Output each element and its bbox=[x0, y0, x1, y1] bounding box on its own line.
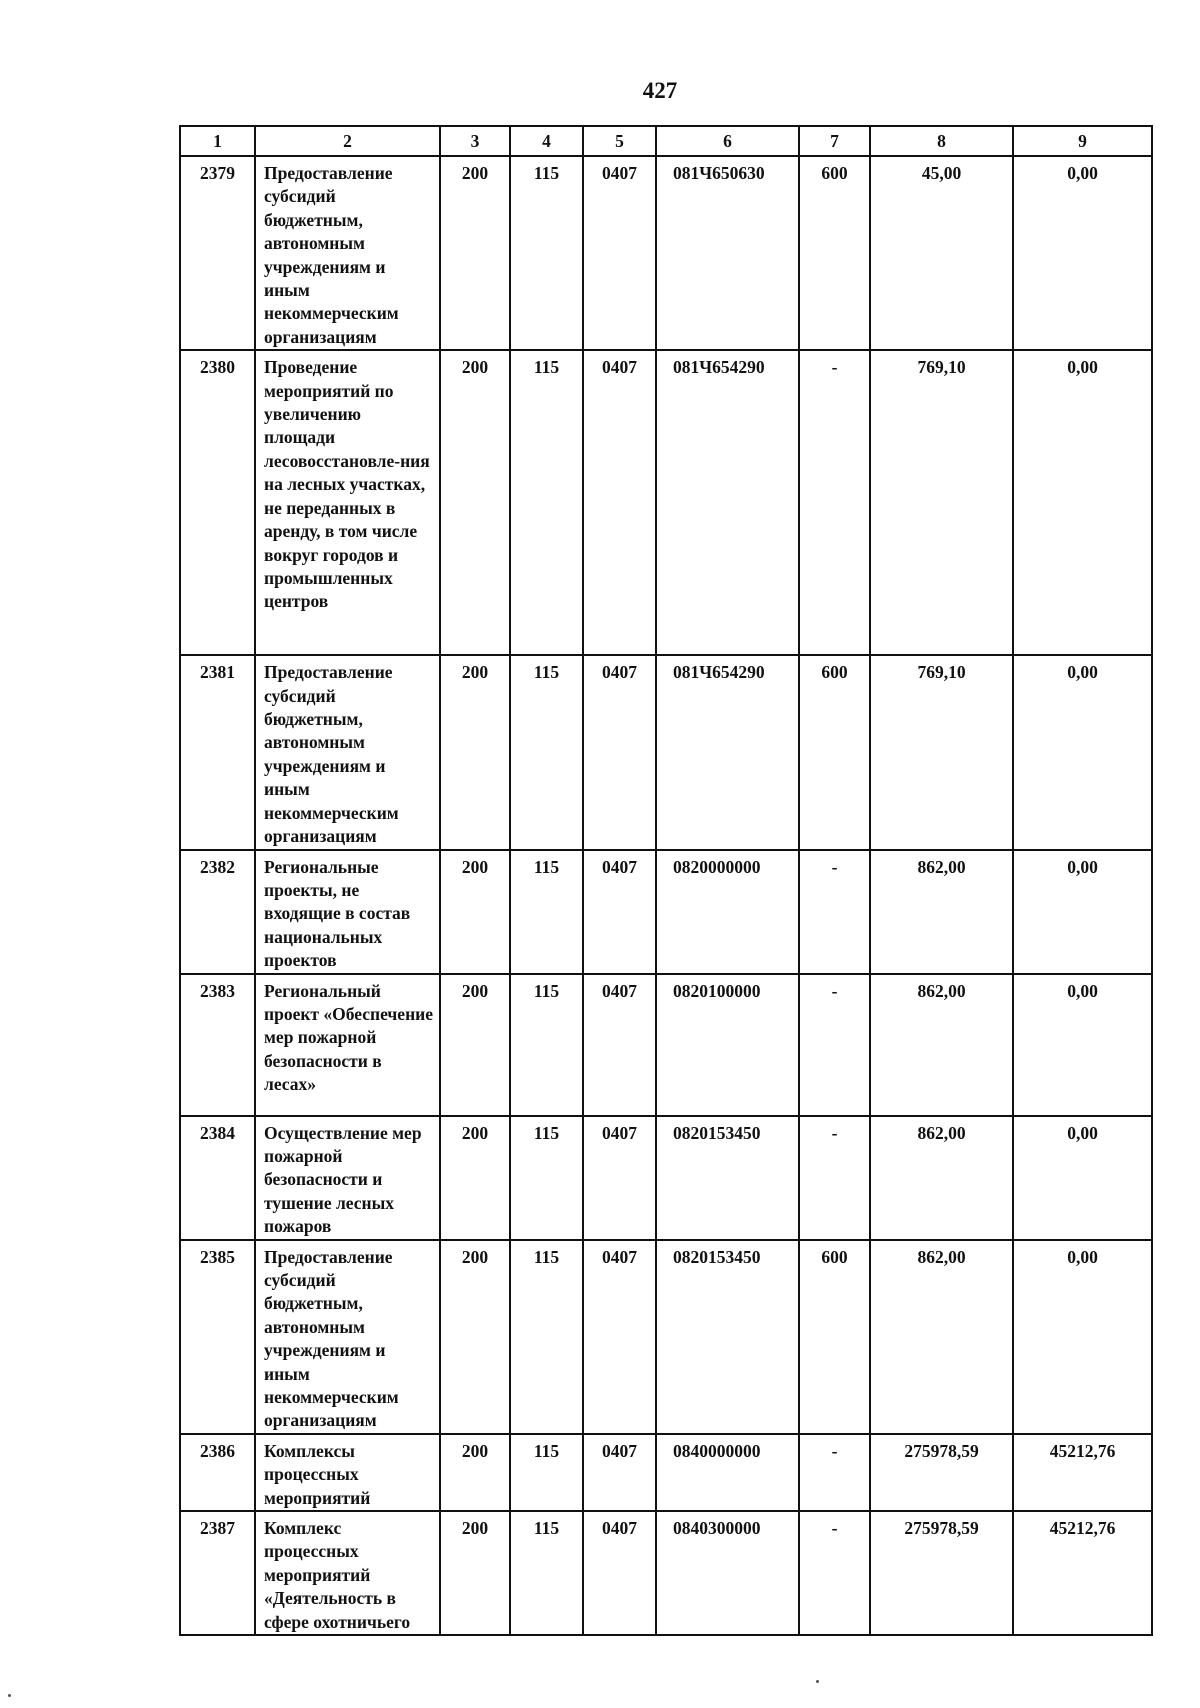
cell-col7: 600 bbox=[799, 655, 870, 849]
cell-col3: 200 bbox=[440, 974, 510, 1116]
column-header: 7 bbox=[799, 126, 870, 156]
table-row bbox=[180, 1511, 1152, 1635]
cell-col7: 600 bbox=[799, 156, 870, 350]
cell-col4: 115 bbox=[510, 1511, 583, 1635]
budget-table bbox=[179, 125, 1153, 1636]
cell-col4: 115 bbox=[510, 655, 583, 849]
column-header: 8 bbox=[870, 126, 1013, 156]
row-number: 2385 bbox=[180, 1240, 255, 1434]
cell-col3: 200 bbox=[440, 1511, 510, 1635]
cell-col6: 0840300000 bbox=[656, 1511, 799, 1635]
table-row bbox=[180, 350, 1152, 655]
cell-col3: 200 bbox=[440, 350, 510, 655]
row-name: Комплексы процессных мероприятий bbox=[255, 1434, 440, 1511]
row-number: 2379 bbox=[180, 156, 255, 350]
table-row bbox=[180, 850, 1152, 974]
cell-col6: 081Ч654290 bbox=[656, 350, 799, 655]
row-name: Комплекс процессных мероприятий «Деятельность в сфере охотничьего bbox=[255, 1511, 440, 1635]
cell-col9: 0,00 bbox=[1013, 156, 1152, 350]
cell-col3: 200 bbox=[440, 156, 510, 350]
cell-col9: 0,00 bbox=[1013, 974, 1152, 1116]
cell-col5: 0407 bbox=[583, 850, 656, 974]
cell-col3: 200 bbox=[440, 1434, 510, 1511]
column-header: 2 bbox=[255, 126, 440, 156]
cell-col3: 200 bbox=[440, 850, 510, 974]
row-name: Региональные проекты, не входящие в состав национальных проектов bbox=[255, 850, 440, 974]
cell-col8: 769,10 bbox=[870, 655, 1013, 849]
row-number: 2383 bbox=[180, 974, 255, 1116]
row-number: 2381 bbox=[180, 655, 255, 849]
cell-col4: 115 bbox=[510, 850, 583, 974]
column-header: 1 bbox=[180, 126, 255, 156]
cell-col7: 600 bbox=[799, 1240, 870, 1434]
row-number: 2387 bbox=[180, 1511, 255, 1635]
table-row bbox=[180, 974, 1152, 1116]
cell-col4: 115 bbox=[510, 974, 583, 1116]
cell-col3: 200 bbox=[440, 655, 510, 849]
cell-col9: 0,00 bbox=[1013, 850, 1152, 974]
column-header: 6 bbox=[656, 126, 799, 156]
cell-col8: 862,00 bbox=[870, 850, 1013, 974]
cell-col7: - bbox=[799, 850, 870, 974]
cell-col8: 275978,59 bbox=[870, 1511, 1013, 1635]
cell-col5: 0407 bbox=[583, 350, 656, 655]
cell-col3: 200 bbox=[440, 1240, 510, 1434]
cell-col4: 115 bbox=[510, 1240, 583, 1434]
cell-col7: - bbox=[799, 1116, 870, 1240]
table-row bbox=[180, 1116, 1152, 1240]
column-header: 5 bbox=[583, 126, 656, 156]
cell-col9: 0,00 bbox=[1013, 1116, 1152, 1240]
cell-col7: - bbox=[799, 1511, 870, 1635]
row-name: Региональный проект «Обеспечение мер пожарной безопасности в лесах» bbox=[255, 974, 440, 1116]
row-name: Предоставление субсидий бюджетным, автономным учреждениям и иным некоммерческим организациям bbox=[255, 655, 440, 849]
cell-col5: 0407 bbox=[583, 1116, 656, 1240]
cell-col4: 115 bbox=[510, 350, 583, 655]
cell-col6: 0820100000 bbox=[656, 974, 799, 1116]
cell-col8: 769,10 bbox=[870, 350, 1013, 655]
table-row bbox=[180, 655, 1152, 849]
cell-col8: 45,00 bbox=[870, 156, 1013, 350]
cell-col9: 45212,76 bbox=[1013, 1434, 1152, 1511]
cell-col9: 0,00 bbox=[1013, 350, 1152, 655]
row-number: 2382 bbox=[180, 850, 255, 974]
cell-col5: 0407 bbox=[583, 1511, 656, 1635]
row-number: 2384 bbox=[180, 1116, 255, 1240]
row-name: Предоставление субсидий бюджетным, автономным учреждениям и иным некоммерческим организациям bbox=[255, 156, 440, 350]
cell-col5: 0407 bbox=[583, 156, 656, 350]
page-number: 427 bbox=[642, 78, 678, 103]
cell-col5: 0407 bbox=[583, 974, 656, 1116]
cell-col5: 0407 bbox=[583, 1434, 656, 1511]
cell-col8: 862,00 bbox=[870, 1240, 1013, 1434]
scan-speck bbox=[816, 1680, 819, 1683]
cell-col9: 0,00 bbox=[1013, 1240, 1152, 1434]
cell-col7: - bbox=[799, 974, 870, 1116]
cell-col6: 081Ч650630 bbox=[656, 156, 799, 350]
cell-col8: 275978,59 bbox=[870, 1434, 1013, 1511]
row-name: Осуществление мер пожарной безопасности и тушение лесных пожаров bbox=[255, 1116, 440, 1240]
cell-col5: 0407 bbox=[583, 1240, 656, 1434]
cell-col4: 115 bbox=[510, 156, 583, 350]
cell-col4: 115 bbox=[510, 1434, 583, 1511]
column-header: 4 bbox=[510, 126, 583, 156]
cell-col8: 862,00 bbox=[870, 1116, 1013, 1240]
cell-col6: 081Ч654290 bbox=[656, 655, 799, 849]
cell-col6: 0820000000 bbox=[656, 850, 799, 974]
cell-col7: - bbox=[799, 350, 870, 655]
cell-col8: 862,00 bbox=[870, 974, 1013, 1116]
scan-speck bbox=[8, 1694, 11, 1697]
row-number: 2380 bbox=[180, 350, 255, 655]
row-name: Проведение мероприятий по увеличению площади лесовосстановле-ния на лесных участках, не переданных в аренду, в том числе вокруг городов и промышленных центров bbox=[255, 350, 440, 655]
cell-col9: 0,00 bbox=[1013, 655, 1152, 849]
row-number: 2386 bbox=[180, 1434, 255, 1511]
row-name: Предоставление субсидий бюджетным, автономным учреждениям и иным некоммерческим организациям bbox=[255, 1240, 440, 1434]
cell-col6: 0840000000 bbox=[656, 1434, 799, 1511]
column-header: 3 bbox=[440, 126, 510, 156]
table-row bbox=[180, 1434, 1152, 1511]
cell-col4: 115 bbox=[510, 1116, 583, 1240]
cell-col6: 0820153450 bbox=[656, 1116, 799, 1240]
table-row bbox=[180, 1240, 1152, 1434]
cell-col9: 45212,76 bbox=[1013, 1511, 1152, 1635]
cell-col6: 0820153450 bbox=[656, 1240, 799, 1434]
header-row bbox=[180, 126, 1152, 156]
cell-col5: 0407 bbox=[583, 655, 656, 849]
table-row bbox=[180, 156, 1152, 350]
cell-col3: 200 bbox=[440, 1116, 510, 1240]
column-header: 9 bbox=[1013, 126, 1152, 156]
cell-col7: - bbox=[799, 1434, 870, 1511]
